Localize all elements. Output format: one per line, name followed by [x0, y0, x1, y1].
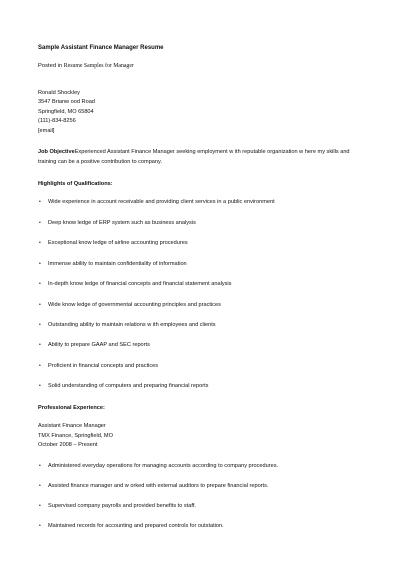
contact-email: [email]	[38, 127, 55, 134]
job-objective	[38, 148, 368, 166]
page-title: Sample Assistant Finance Manager Resume	[38, 45, 164, 51]
contact-name: Ronald Shockley	[38, 89, 80, 96]
bullet-icon: •	[39, 523, 41, 530]
duties-list	[38, 463, 368, 531]
list-item: • Exceptional know ledge of airline accounting procedures	[39, 240, 188, 247]
experience-heading: Professional Experience:	[38, 404, 105, 411]
job-company: TMX Finance, Springfield, MO	[38, 432, 113, 439]
bullet-icon: •	[39, 260, 41, 267]
objective-text: Experienced Assistant Finance Manager seeking employment w ith reputable organization w here my skills and training can be a positive contribution to company.	[38, 149, 350, 165]
job-dates: October 2008 – Present	[38, 442, 98, 449]
qualifications-list	[38, 199, 368, 390]
list-item: • Maintained records for accounting and prepared controls for outstation.	[39, 523, 224, 530]
list-item: • Immense ability to maintain confidentiality of information	[39, 260, 187, 267]
bullet-icon: •	[39, 219, 41, 226]
list-item: • Outstanding ability to maintain relations w ith employees and clients	[39, 322, 216, 329]
list-item: • In-depth know ledge of financial concepts and financial statement analysis	[39, 281, 232, 288]
list-item: • Ability to prepare GAAP and SEC reports	[39, 342, 150, 349]
posted-prefix: Posted in	[38, 63, 63, 70]
job-title: Assistant Finance Manager	[38, 423, 106, 430]
contact-city: Springfield, MO 65804	[38, 108, 94, 115]
bullet-icon: •	[39, 199, 41, 206]
posted-in-line	[38, 63, 368, 71]
bullet-icon: •	[39, 240, 41, 247]
bullet-icon: •	[39, 383, 41, 390]
list-item: • Solid understanding of computers and preparing financial reports	[39, 383, 209, 390]
qualifications-heading: Highlights of Qualifications:	[38, 180, 113, 187]
bullet-icon: •	[39, 483, 41, 490]
contact-phone: (111)-834-8256	[38, 118, 76, 125]
list-item: • Proficient in financial concepts and practices	[39, 362, 159, 369]
resume-page	[38, 44, 368, 531]
objective-label: Job Objective	[38, 149, 75, 156]
bullet-icon: •	[39, 503, 41, 510]
list-item: • Deep know ledge of ERP system such as business analysis	[39, 219, 196, 226]
bullet-icon: •	[39, 362, 41, 369]
bullet-icon: •	[39, 281, 41, 288]
bullet-icon: •	[39, 462, 41, 469]
list-item: • Supervised company payrolls and provided benefits to staff.	[39, 503, 196, 510]
bullet-icon: •	[39, 342, 41, 349]
list-item: • Wide experience in account receivable and providing client services in a public environment	[39, 199, 275, 206]
experience-job	[38, 423, 368, 452]
list-item: • Assisted finance manager and w orked with external auditors to prepare financial reports.	[39, 483, 269, 490]
bullet-icon: •	[39, 322, 41, 329]
list-item: • Administered everyday operations for managing accounts according to company procedures.	[39, 462, 279, 469]
bullet-icon: •	[39, 301, 41, 308]
contact-street: 3547 Brianw ood Road	[38, 99, 95, 106]
contact-block	[38, 90, 368, 138]
posted-category-link[interactable]: Resume Samples for Manager	[63, 63, 134, 70]
list-item: • Wide know ledge of governmental accounting principles and practices	[39, 301, 221, 308]
